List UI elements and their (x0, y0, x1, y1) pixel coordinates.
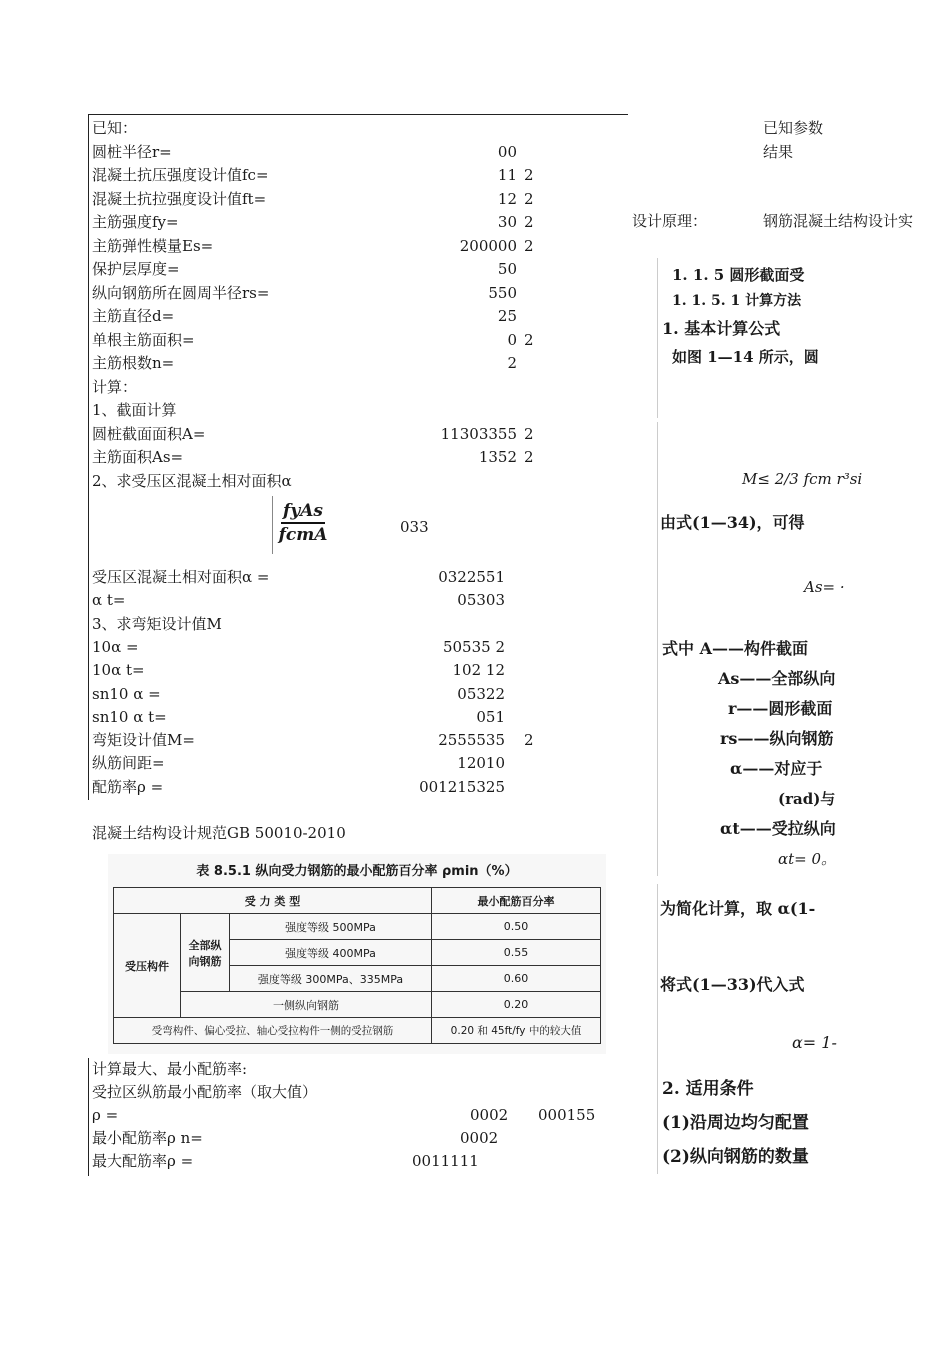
row-value: 12 (497, 189, 517, 208)
book-text: αt——受拉纵向 (720, 819, 836, 838)
table-cell: 0.20 (432, 992, 601, 1018)
book-text: 将式(1—33)代入式 (660, 975, 805, 994)
row-label: 纵向钢筋所在圆周半径rs= (92, 283, 270, 302)
row-label: 混凝土抗拉强度设计值ft= (92, 189, 267, 208)
max-rho-value: 0011111 (412, 1152, 479, 1170)
max-rho-label: 最大配筋率ρ = (92, 1152, 194, 1170)
row-value: 550 (488, 283, 517, 302)
row-value: 00 (497, 142, 517, 161)
row-label: 已知： (92, 119, 138, 137)
rho-value-2: 000155 (538, 1106, 596, 1124)
row-unit: 2 (524, 330, 534, 349)
book-formula-3: α= 1- (792, 1033, 837, 1052)
book-text: (1)沿周边均匀配置 (662, 1113, 809, 1133)
row-value: 11 (497, 166, 517, 184)
row-label: 10α = (92, 637, 139, 656)
row-value: 05303 (457, 591, 505, 610)
book-text: 1. 1. 5 圆形截面受 (672, 266, 805, 284)
book-formula-1: M≤ 2/3 fcm r³si (742, 470, 863, 488)
book-excerpt-1 (657, 258, 847, 418)
table-cell: 受弯构件、偏心受拉、轴心受拉构件一侧的受拉钢筋 (114, 1018, 432, 1044)
row-label: 保护层厚度= (92, 260, 180, 278)
row-label: 单根主筋面积= (92, 330, 195, 349)
book-text: αt= 0。 (778, 850, 837, 868)
row-value: 50535 2 (442, 637, 505, 656)
book-text: (2)纵向钢筋的数量 (662, 1147, 809, 1167)
row-label: 计算： (92, 377, 138, 396)
known-params-heading: 已知参数 (763, 119, 824, 137)
row-label: sn10 α t= (92, 707, 167, 726)
table-cell: 强度等级 500MPa (230, 914, 432, 940)
left-border-lower (88, 1058, 89, 1176)
min-rho-value: 0002 (460, 1129, 499, 1147)
row-value: 102 12 (452, 661, 505, 680)
row-unit: 2 (524, 189, 534, 208)
principle-label: 设计原理： (632, 212, 708, 230)
principle-text: 钢筋混凝土结构设计实 (763, 212, 914, 230)
row-value: 12010 (457, 754, 505, 773)
formula-image (272, 496, 333, 554)
group-compression: 受压构件 (114, 914, 181, 1018)
code-title: 混凝土结构设计规范GB 50010-2010 (92, 824, 346, 842)
book-text: 2. 适用条件 (662, 1079, 754, 1099)
row-value: 2555535 (438, 731, 505, 750)
formula-numerator: fyAs (283, 501, 323, 521)
table-caption: 表 8.5.1 纵向受力钢筋的最小配筋百分率 ρmin（%） (196, 864, 518, 879)
row-label: 配筋率ρ = (92, 777, 164, 796)
row-label: 1、截面计算 (92, 401, 177, 419)
row-value: 50 (497, 260, 517, 278)
row-value: 0322551 (438, 568, 505, 586)
table-cell: 0.60 (432, 966, 601, 992)
row-value: 051 (476, 707, 505, 726)
book-formula-2: As= · (804, 578, 845, 596)
rho-label: ρ = (92, 1106, 119, 1124)
table-header-type: 受 力 类 型 (114, 888, 432, 914)
group-all-longitudinal: 全部纵向钢筋 (181, 914, 230, 992)
row-label: 主筋面积As= (92, 448, 184, 466)
row-value: 0 (507, 330, 517, 349)
row-unit: 2 (524, 731, 534, 750)
row-unit: 2 (524, 424, 534, 443)
row-unit: 2 (524, 236, 534, 255)
row-label: 主筋强度fy= (92, 213, 179, 231)
min-rho-label: 最小配筋率ρ n= (92, 1129, 203, 1147)
row-unit: 2 (524, 166, 534, 184)
row-value: 2 (507, 354, 517, 372)
table-cell: 强度等级 400MPa (230, 940, 432, 966)
book-text: As——全部纵向 (718, 669, 836, 688)
row-value: 30 (497, 213, 517, 231)
row-value: 1352 (478, 448, 517, 466)
table-header-rate: 最小配筋百分率 (432, 888, 601, 914)
row-label: 受压区混凝土相对面积α = (92, 568, 270, 586)
row-label: 圆桩半径r= (92, 142, 172, 161)
book-text: r——圆形截面 (728, 699, 833, 718)
row-value: 05322 (457, 684, 505, 703)
row-value: 25 (497, 307, 517, 325)
table-cell: 强度等级 300MPa、335MPa (230, 966, 432, 992)
min-reinforcement-table (113, 887, 601, 1044)
book-excerpt-2 (657, 422, 863, 876)
row-label: 2、求受压区混凝土相对面积α (92, 471, 292, 490)
left-border (88, 114, 89, 800)
table-cell: 一侧纵向钢筋 (181, 992, 432, 1018)
row-label: 主筋根数n= (92, 354, 175, 372)
row-value: 001215325 (419, 777, 505, 796)
row-label: sn10 α = (92, 684, 161, 703)
book-excerpt-3 (657, 884, 847, 1174)
formula-denominator: fcmA (278, 525, 328, 545)
spec-table-image (108, 854, 606, 1054)
book-text: 1. 基本计算公式 (662, 319, 781, 338)
book-text: 为简化计算，取 α(1- (660, 899, 816, 918)
formula-value: 033 (400, 518, 429, 536)
book-text: 1. 1. 5. 1 计算方法 (672, 293, 802, 309)
rho-value-1: 0002 (470, 1106, 509, 1124)
row-label: 10α t= (92, 661, 145, 680)
table-cell: 0.20 和 45ft/fy 中的较大值 (432, 1018, 601, 1044)
row-label: 纵筋间距= (92, 754, 165, 773)
row-label: 圆桩截面面积A= (92, 424, 206, 443)
row-unit: 2 (524, 213, 534, 231)
bottom-title: 计算最大、最小配筋率: (92, 1060, 248, 1078)
row-value: 200000 (459, 236, 517, 255)
top-border (88, 114, 628, 115)
row-label: α t= (92, 591, 126, 610)
book-text: 式中 A——构件截面 (662, 639, 808, 658)
row-label: 弯矩设计值M= (92, 731, 195, 750)
row-label: 主筋直径d= (92, 307, 175, 325)
row-label: 主筋弹性模量Es= (92, 236, 214, 255)
book-text: (rad)与 (778, 790, 836, 808)
table-cell: 0.55 (432, 940, 601, 966)
table-cell: 0.50 (432, 914, 601, 940)
book-text: α——对应于 (730, 759, 823, 778)
row-unit: 2 (524, 448, 534, 466)
row-value: 11303355 (440, 424, 517, 443)
book-text: 由式(1—34)，可得 (660, 513, 805, 532)
row-label: 3、求弯矩设计值M (92, 614, 222, 633)
bottom-subtitle: 受拉区纵筋最小配筋率（取大值） (92, 1083, 318, 1101)
book-text: rs——纵向钢筋 (720, 729, 834, 748)
book-text: 如图 1—14 所示，圆 (672, 348, 819, 366)
result-heading: 结果 (763, 143, 794, 161)
row-label: 混凝土抗压强度设计值fc= (92, 166, 269, 184)
